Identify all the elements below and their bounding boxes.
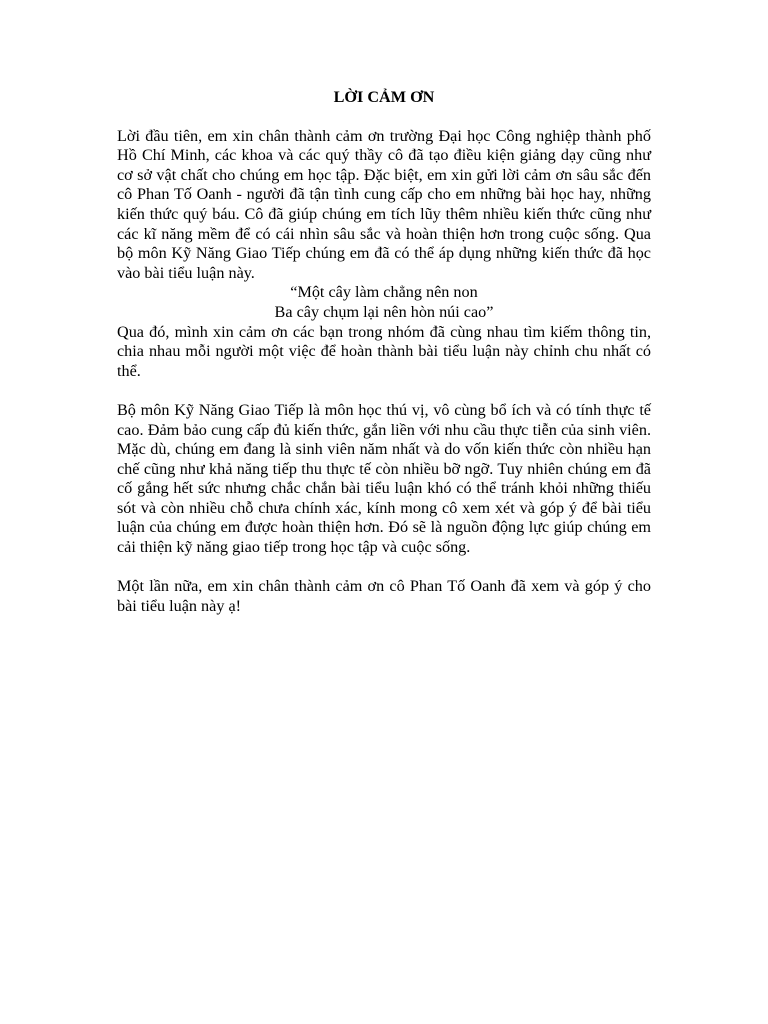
quote-line-1: “Một cây làm chẳng nên non — [290, 283, 478, 302]
paragraph-closing-thanks: Một lần nữa, em xin chân thành cảm ơn cô Phan Tố Oanh đã xem và góp ý cho bài tiểu luận này ạ! — [117, 577, 651, 615]
paragraph-course-remarks: Bộ môn Kỹ Năng Giao Tiếp là môn học thú vị, vô cùng bổ ích và có tính thực tế cao. Đảm bảo cung cấp đủ kiến thức, gắn liền với nhu cầu thực tiễn của sinh viên. Mặc dù, chúng em đang là sinh viên năm nhất và do vốn kiến thức còn nhiều hạn chế cũng như khả năng tiếp thu thực tế còn nhiều bỡ ngỡ. Tuy nhiên chúng em đã cố gắng hết sức nhưng chắc chắn bài tiểu luận khó có thể tránh khỏi những thiếu sót và còn nhiều chỗ chưa chính xác, kính mong cô xem xét và góp ý để bài tiểu luận của chúng em được hoàn thiện hơn. Đó sẽ là nguồn động lực giúp chúng em cải thiện kỹ năng giao tiếp trong học tập và cuộc sống. — [117, 400, 651, 557]
document-title: LỜI CẢM ƠN — [333, 88, 435, 106]
document-page — [117, 88, 651, 616]
paragraph-thanks-university: Lời đầu tiên, em xin chân thành cảm ơn trường Đại học Công nghiệp thành phố Hồ Chí Minh, các khoa và các quý thầy cô đã tạo điều kiện giảng dạy cũng như cơ sở vật chất cho chúng em học tập. Đặc biệt, em xin gửi lời cảm ơn sâu sắc đến cô Phan Tố Oanh - người đã tận tình cung cấp cho em những bài học hay, những kiến thức quý báu. Cô đã giúp chúng em tích lũy thêm nhiều kiến thức cũng như các kĩ năng mềm để có cái nhìn sâu sắc và hoàn thiện hơn trong cuộc sống. Qua bộ môn Kỹ Năng Giao Tiếp chúng em đã có thể áp dụng những kiến thức đã học vào bài tiểu luận này. — [117, 126, 651, 282]
quote-line-2: Ba cây chụm lại nên hòn núi cao” — [274, 302, 494, 321]
paragraph-spacer — [117, 558, 651, 578]
paragraph-thanks-team: Qua đó, mình xin cảm ơn các bạn trong nhóm đã cùng nhau tìm kiếm thông tin, chia nhau mỗi người một việc để hoàn thành bài tiểu luận này chỉnh chu nhất có thể. — [117, 322, 651, 380]
paragraph-spacer — [117, 381, 651, 401]
